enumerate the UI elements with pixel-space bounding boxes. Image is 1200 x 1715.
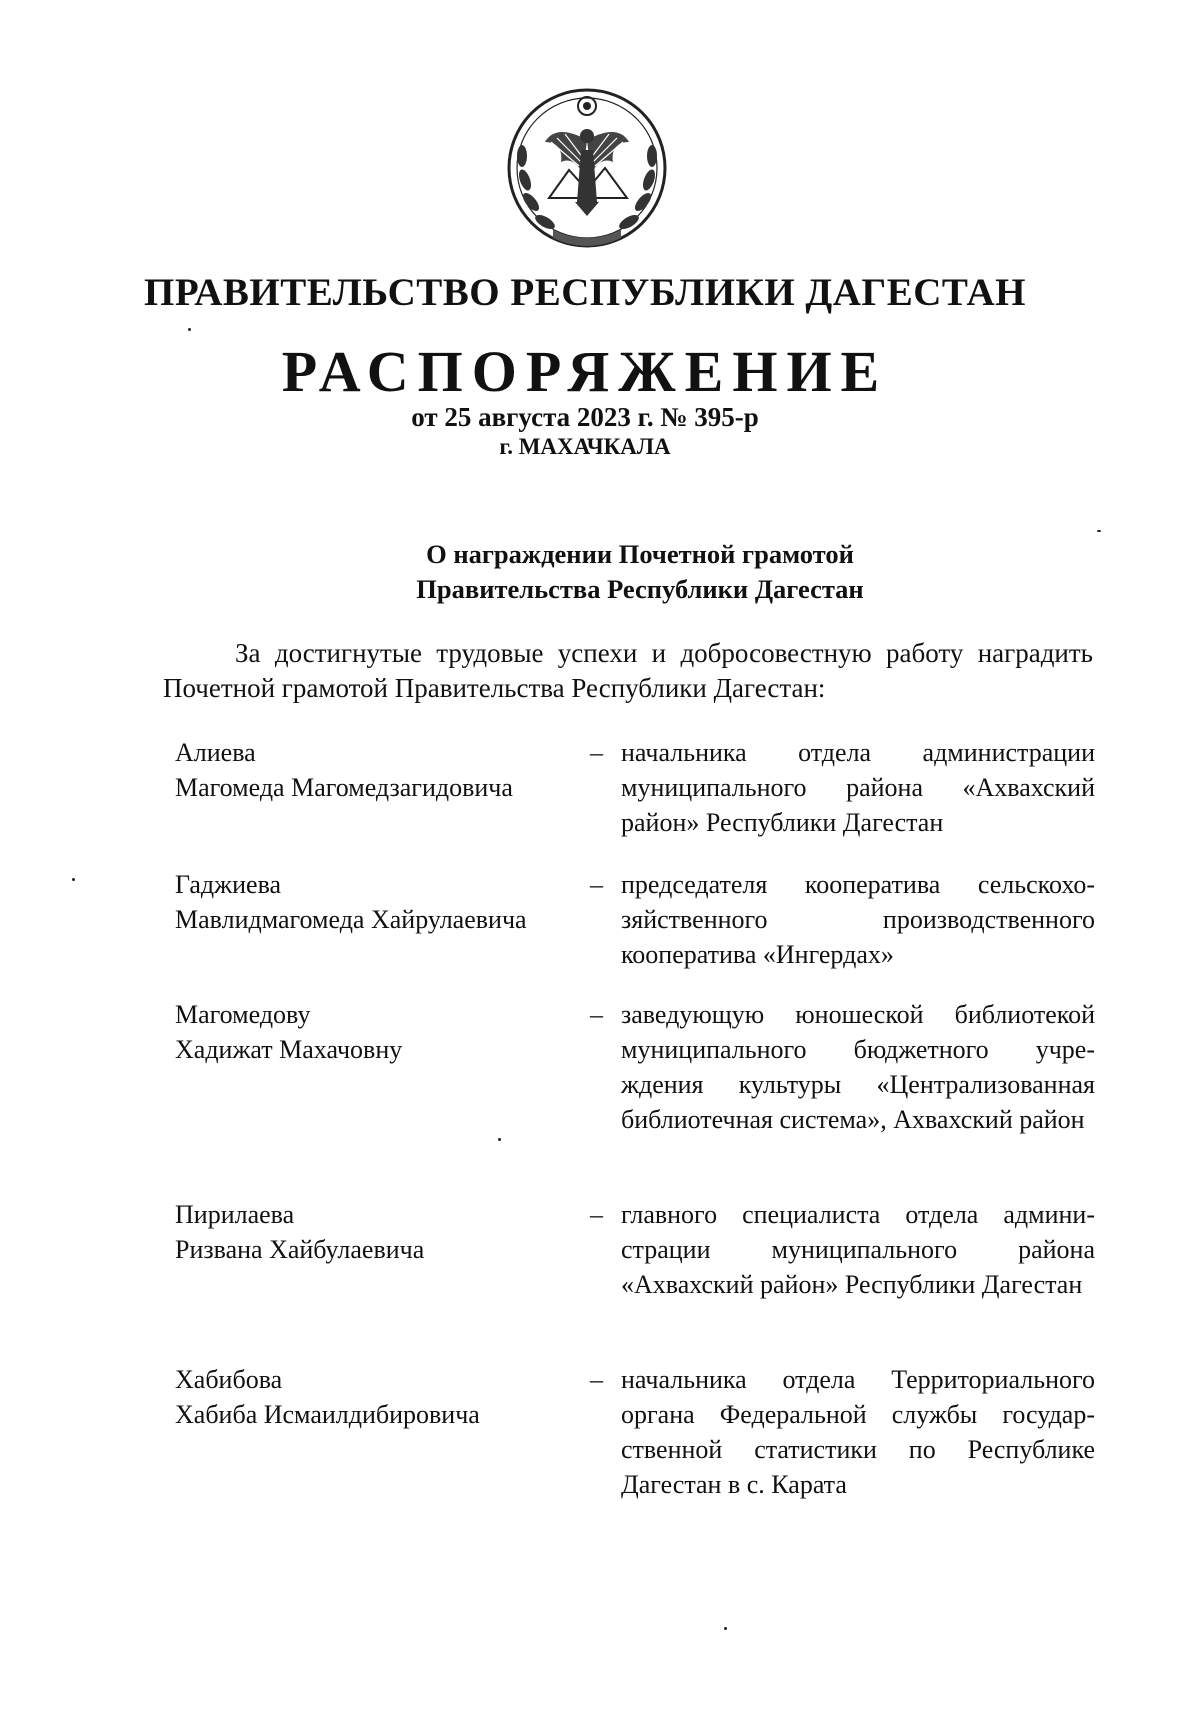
- subject-line-1: О награждении Почетной грамотой: [426, 539, 854, 569]
- awardee-given-names: Ризвана Хайбулаевича: [175, 1235, 425, 1264]
- awardee-dash: –: [590, 1365, 603, 1394]
- awardee-name: [175, 1362, 575, 1432]
- preamble-paragraph: За достигнутые трудовые успехи и добросовестную работу наградить Почетной грамотой Правительства Республики Дагестан:: [163, 638, 1093, 703]
- awardee-given-names: Магомеда Магомедзагидовича: [175, 773, 513, 802]
- awardee-name: [175, 867, 575, 937]
- document-subject: [300, 537, 980, 607]
- awardee-position: начальника отдела администрации муниципального района «Ахвахский район» Республики Дагестан: [621, 738, 1095, 837]
- awardee-surname: Хабибова: [175, 1365, 283, 1394]
- awardee-name: [175, 735, 575, 805]
- document-date-number: от 25 августа 2023 г. № 395-р: [411, 402, 759, 432]
- awardee-given-names: Хабиба Исмаилдибировича: [175, 1400, 480, 1429]
- awardee-surname: Гаджиева: [175, 870, 282, 899]
- scan-speck: [724, 1627, 727, 1630]
- document-city: г. МАХАЧКАЛА: [499, 434, 671, 459]
- awardee-position: начальника отдела Территориального органа Федеральной службы государ-ственной статистики по Республике Дагестан в с. Карата: [621, 1365, 1095, 1499]
- awardee-surname: Пирилаева: [175, 1200, 295, 1229]
- awardee-name: [175, 997, 575, 1067]
- awardee-position: главного специалиста отдела админи-страции муниципального района «Ахвахский район» Республики Дагестан: [621, 1200, 1095, 1299]
- awardee-position: заведующую юношеской библиотекой муниципального бюджетного учре-ждения культуры «Централизованная библиотечная система», Ахвахский район: [621, 1000, 1095, 1134]
- scan-speck: [188, 328, 191, 331]
- government-title: ПРАВИТЕЛЬСТВО РЕСПУБЛИКИ ДАГЕСТАН: [144, 271, 1026, 314]
- scan-speck: [72, 878, 75, 881]
- subject-line-2: Правительства Республики Дагестан: [416, 574, 864, 604]
- document-type: РАСПОРЯЖЕНИЕ: [281, 339, 889, 404]
- awardee-given-names: Мавлидмагомеда Хайрулаевича: [175, 905, 527, 934]
- awardee-dash: –: [590, 870, 603, 899]
- scan-speck: [498, 1138, 501, 1141]
- awardee-dash: –: [590, 738, 603, 767]
- awardee-position: председателя кооператива сельскохо-зяйственного производственного кооператива «Ингердах»: [621, 870, 1095, 969]
- awardee-name: [175, 1197, 575, 1267]
- awardee-dash: –: [590, 1200, 603, 1229]
- coat-of-arms-icon: [487, 70, 687, 270]
- awardee-surname: Алиева: [175, 738, 256, 767]
- awardee-dash: –: [590, 1000, 603, 1029]
- awardee-surname: Магомедову: [175, 1000, 311, 1029]
- awardee-given-names: Хадижат Махачовну: [175, 1035, 403, 1064]
- scan-speck: [1097, 530, 1101, 532]
